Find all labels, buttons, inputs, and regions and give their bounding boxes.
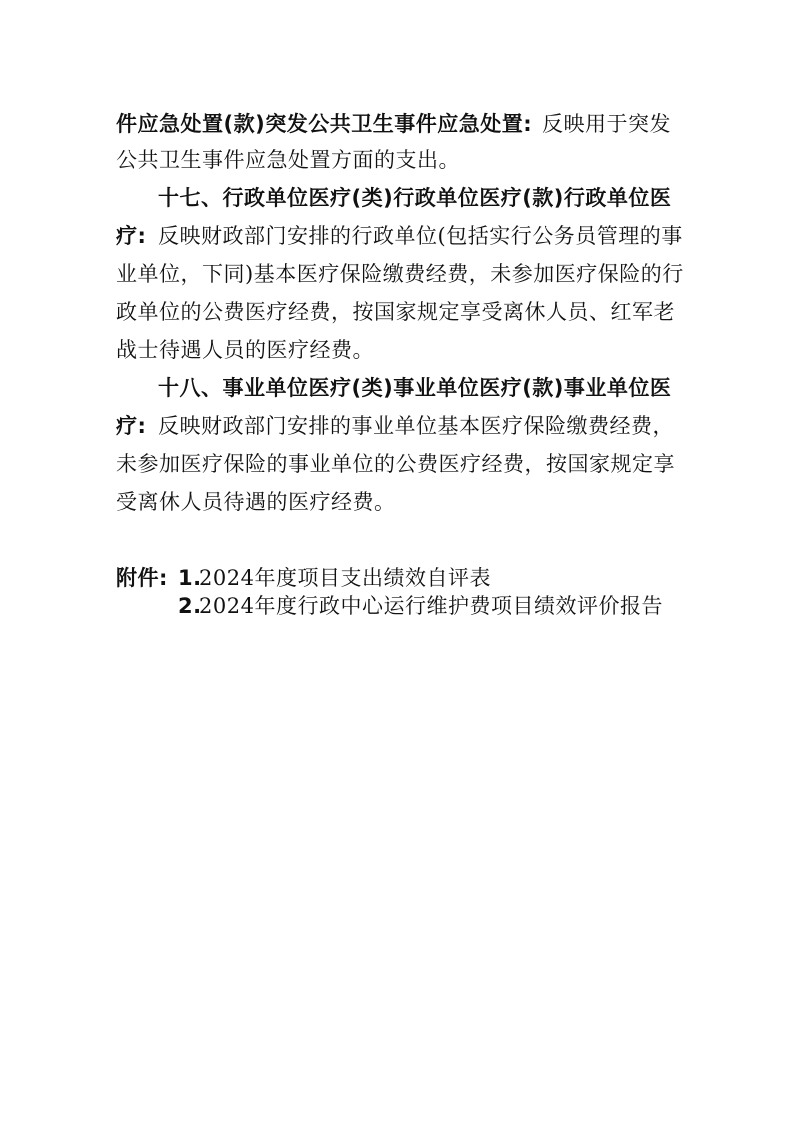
paragraph-c-line-3 xyxy=(0,448,793,480)
section-18-text: 反映财政部门安排的事业单位基本医疗保险缴费经费， xyxy=(158,414,674,438)
paragraph-a-text: 公共卫生事件应急处置方面的支出。 xyxy=(116,148,460,172)
paragraph-a-heading: 件应急处置(款)突发公共卫生事件应急处置: xyxy=(116,112,533,136)
attachment-title: 2024年度行政中心运行维护费项目绩效评价报告 xyxy=(199,594,663,618)
section-18-text: 受离休人员待遇的医疗经费。 xyxy=(116,490,396,514)
section-17-heading-cont: 疗: xyxy=(116,224,147,248)
paragraph-a-text: 反映用于突发 xyxy=(542,112,671,136)
attachment-title: 2024年度项目支出绩效自评表 xyxy=(199,566,491,590)
attachment-number: 1. xyxy=(178,566,202,590)
paragraph-b-line-1 xyxy=(0,182,793,214)
paragraph-c-line-4 xyxy=(0,486,793,518)
section-17-text: 业单位，下同)基本医疗保险缴费经费，未参加医疗保险的行 xyxy=(116,262,684,286)
section-18-heading-cont: 疗: xyxy=(116,414,147,438)
section-17-text: 反映财政部门安排的行政单位(包括实行公务员管理的事 xyxy=(158,224,683,248)
section-18-heading: 十八、事业单位医疗(类)事业单位医疗(款)事业单位医 xyxy=(158,376,672,400)
paragraph-b-line-3 xyxy=(0,258,793,290)
paragraph-b-line-4 xyxy=(0,296,793,328)
paragraph-b-line-2 xyxy=(0,220,793,252)
section-17-text: 政单位的公费医疗经费，按国家规定享受离休人员、红军老 xyxy=(116,300,675,324)
paragraph-a-line-1 xyxy=(0,108,793,140)
attachment-label: 附件: xyxy=(116,566,168,590)
attachment-number: 2. xyxy=(178,594,202,618)
attachment-line-2 xyxy=(0,590,793,622)
paragraph-c-line-2 xyxy=(0,410,793,442)
paragraph-b-line-5 xyxy=(0,334,793,366)
paragraph-a-line-2 xyxy=(0,144,793,176)
section-18-text: 未参加医疗保险的事业单位的公费医疗经费，按国家规定享 xyxy=(116,452,675,476)
section-17-text: 战士待遇人员的医疗经费。 xyxy=(116,338,374,362)
paragraph-c-line-1 xyxy=(0,372,793,404)
section-17-heading: 十七、行政单位医疗(类)行政单位医疗(款)行政单位医 xyxy=(158,186,672,210)
